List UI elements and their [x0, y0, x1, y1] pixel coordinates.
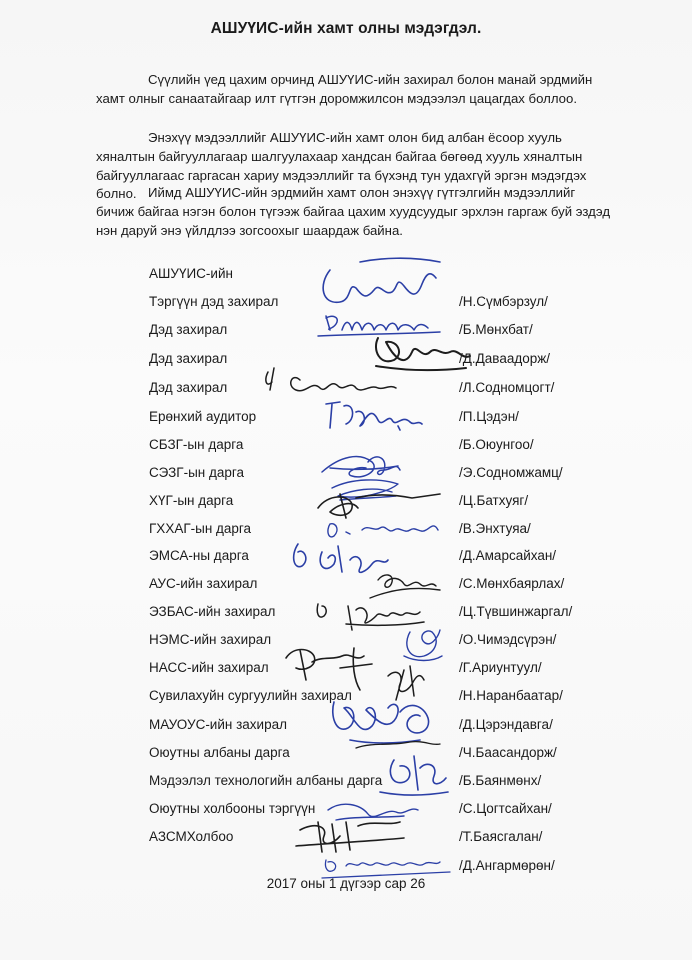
signatory-name: /Б.Мөнхбат/	[459, 322, 533, 337]
signatory-name: /Т.Баясгалан/	[459, 829, 543, 844]
signatory-name: /Д.Амарсайхан/	[459, 548, 557, 563]
signatory-name: /П.Цэдэн/	[459, 409, 519, 424]
signatory-name: /Ц.Түвшинжаргал/	[459, 604, 573, 619]
signatory-position: Дэд захирал	[149, 380, 228, 395]
signatory-name: /Н.Наранбаатар/	[459, 688, 563, 703]
signatory-name: /Д.Цэрэндавга/	[459, 717, 553, 732]
signatory-name: /Э.Содномжамц/	[459, 465, 563, 480]
signatory-position: АУС-ийн захирал	[149, 576, 258, 591]
signatory-name: /Г.Ариунтуул/	[459, 660, 542, 675]
signatory-position: ЭМСА-ны дарга	[149, 548, 249, 563]
signatory-position: Оюутны холбооны тэргүүн	[149, 801, 316, 816]
signatory-position: Дэд захирал	[149, 322, 228, 337]
signatory-position: АЗСМХолбоо	[149, 829, 234, 844]
signatory-name: /В.Энхтуяа/	[459, 521, 531, 536]
signatory-position: Тэргүүн дэд захирал	[149, 294, 279, 309]
signatory-name: /Н.Сүмбэрзул/	[459, 294, 548, 309]
signatory-position: Дэд захирал	[149, 351, 228, 366]
signatory-name: /Б.Баянмөнх/	[459, 773, 542, 788]
paragraph-2: Энэхүү мэдээллийг АШУҮИС-ийн хамт олон бид албан ёсоор хууль хяналтын байгууллагаар шалгуулахаар хандсан байгаа бөгөөд хууль хяналтын байгууллагаас гаргасан хариу мэдээллийг та бүхэнд тун удахгүй эргэн мэдэгдэх болно.	[96, 130, 587, 202]
document-title: АШУҮИС-ийн хамт олны мэдэгдэл.	[210, 20, 482, 37]
signatory-name: /Б.Оюунгоо/	[459, 437, 534, 452]
signatory-position: Ерөнхий аудитор	[149, 409, 257, 424]
signatory-name: /Л.Содномцогт/	[459, 380, 555, 395]
document-date: 2017 оны 1 дүгээр сар 26	[266, 876, 426, 891]
signatory-name: /О.Чимэдсүрэн/	[459, 632, 557, 647]
paragraph-3: Иймд АШУҮИС-ийн эрдмийн хамт олон энэхүү гүтгэлгийн мэдээллийг бичиж байгаа нэгэн болон түгээж байгаа цахим хуудсуудыг эрхлэн гаргаж буй эздэд нэн даруй энэ үйлдлээ зогсоохыг шаардаж байна.	[96, 185, 611, 238]
signatory-position: ГХХАГ-ын дарга	[149, 521, 252, 536]
signatory-name: /С.Цогтсайхан/	[459, 801, 552, 816]
signatory-name: /Д.Даваадорж/	[459, 351, 551, 366]
signatory-position: СБЗГ-ын дарга	[149, 437, 244, 452]
signatory-position: МАУОУС-ийн захирал	[149, 717, 287, 732]
signatory-name: /Д.Ангармөрөн/	[459, 858, 555, 873]
signatory-position: Сувилахуйн сургуулийн захирал	[149, 688, 352, 703]
organization-label: АШУҮИС-ийн	[149, 266, 233, 281]
signatory-name: /С.Мөнхбаярлах/	[459, 576, 565, 591]
paragraph-1: Сүүлийн үед цахим орчинд АШУҮИС-ийн захирал болон манай эрдмийн хамт олныг санаатайгаар илт гүтгэн доромжилсон мэдээлэл цацагдах боллоо.	[96, 72, 593, 106]
signatory-position: НАСС-ийн захирал	[149, 660, 269, 675]
signatory-name: /Ц.Батхуяг/	[459, 493, 529, 508]
signatory-position: СЭЗГ-ын дарга	[149, 465, 245, 480]
signatory-name: /Ч.Баасандорж/	[459, 745, 557, 760]
signatory-position: ЭЗБАС-ийн захирал	[149, 604, 276, 619]
signatory-position: НЭМС-ийн захирал	[149, 632, 272, 647]
signatory-position: Мэдээлэл технологийн албаны дарга	[149, 773, 383, 788]
signatory-position: ХҮГ-ын дарга	[149, 493, 234, 508]
signatory-position: Оюутны албаны дарга	[149, 745, 290, 760]
